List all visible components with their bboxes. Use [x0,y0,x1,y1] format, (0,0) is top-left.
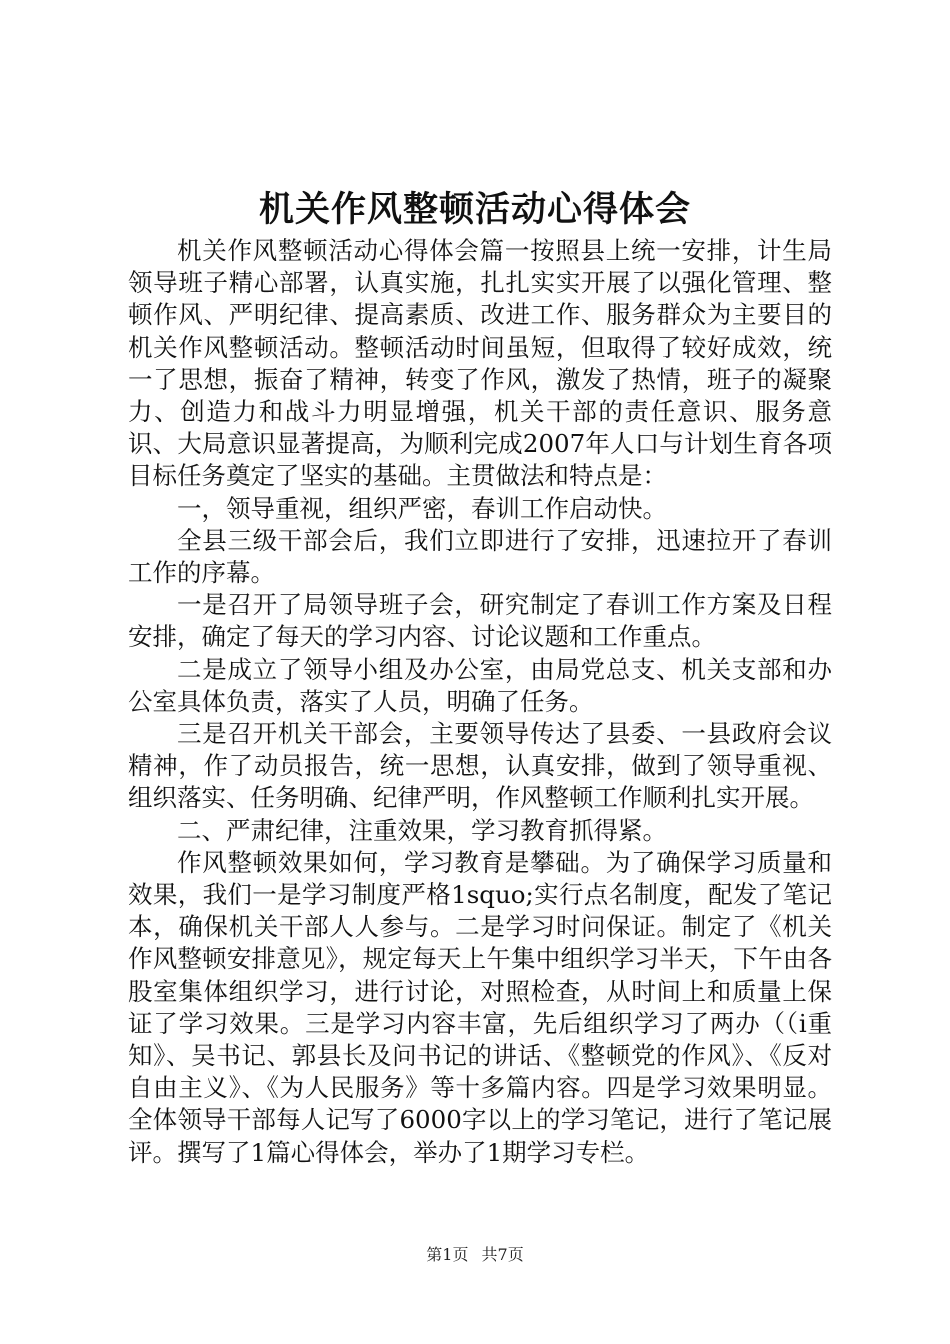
body-paragraph: 全县三级干部会后，我们立即进行了安排，迅速拉开了春训工作的序幕。 [128,525,832,588]
body-paragraph: 三是召开机关干部会，主要领导传达了县委、一县政府会议精神，作了动员报告，统一思想，认真安排，做到了领导重视、组织落实、任务明确、纪律严明，作风整顿工作顺利扎实开展。 [128,719,832,813]
body-paragraph: 机关作风整顿活动心得体会篇一按照县上统一安排，计生局领导班子精心部署，认真实施，扎扎实实开展了以强化管理、整顿作风、严明纪律、提高素质、改进工作、服务群众为主要目的机关作风整顿活动。整顿活动时间虽短，但取得了较好成效，统一了思想，振奋了精神，转变了作风，激发了热情，班子的凝聚力、创造力和战斗力明显增强，机关干部的责任意识、服务意识、大局意识显著提高，为顺利完成2007年人口与计划生育各项目标任务奠定了坚实的基础。主贯做法和特点是： [128,236,832,491]
section-heading: 一，领导重视，组织严密，春训工作启动快。 [177,493,667,523]
body-paragraph: 一是召开了局领导班子会，研究制定了春训工作方案及日程安排，确定了每天的学习内容、讨论议题和工作重点。 [128,590,832,652]
page-total: 共7页 [481,1245,524,1264]
section-heading: 二、严肃纪律，注重效果，学习教育抓得紧。 [177,815,667,845]
document-title: 机关作风整顿活动心得体会 [258,189,691,230]
page-footer [0,1244,950,1266]
body-paragraph: 二是成立了领导小组及办公室，由局党总支、机关支部和办公室具体负责，落实了人员，明确了任务。 [128,654,832,716]
body-paragraph: 作风整顿效果如何，学习教育是攀础。为了确保学习质量和效果，我们一是学习制度严格1squo;实行点名制度，配发了笔记本，确保机关干部人人参与。二是学习时问保证。制定了《机关作风整顿安排意见》，规定每天上午集中组织学习半天，下午由各股室集体组织学习，进行讨论，对照检查，从时间上和质量上保证了学习效果。三是学习内容丰富，先后组织学习了两办（（i重知》、吴书记、郭县长及问书记的讲话、《整顿党的作风》、《反对自由主义》、《为人民服务》等十多篇内容。四是学习效果明显。全体领导干部每人记写了6000字以上的学习笔记，进行了笔记展评。撰写了1篇心得体会，举办了1期学习专栏。 [128,847,832,1167]
document-body [128,235,832,1169]
page-number: 第1页 [426,1245,469,1264]
